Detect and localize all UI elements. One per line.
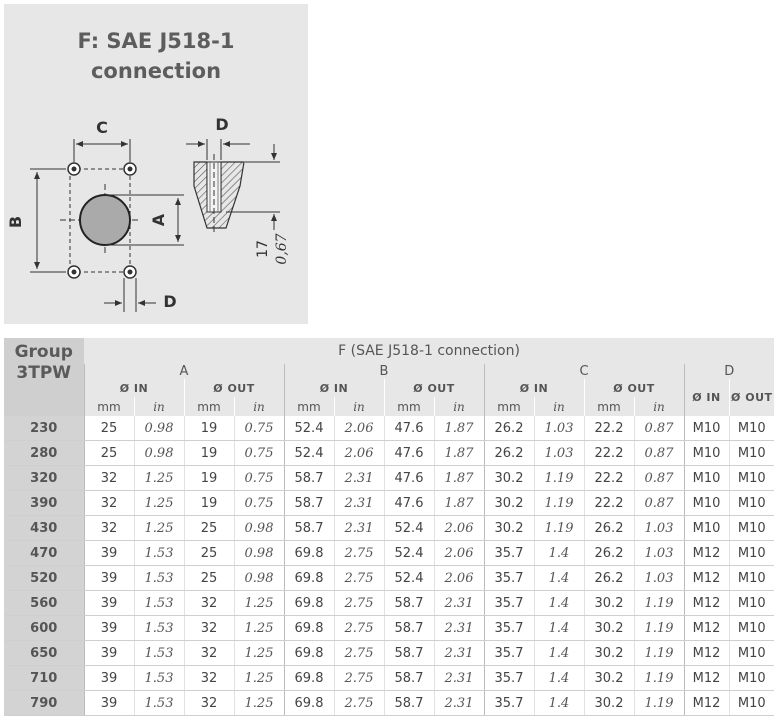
table-cell: 26.2 — [584, 516, 634, 541]
table-cell: 1.25 — [234, 641, 284, 666]
table-cell: 32 — [184, 616, 234, 641]
table-cell: 2.31 — [434, 591, 484, 616]
table-cell: 30.2 — [584, 616, 634, 641]
group-cell: 710 — [4, 666, 84, 691]
table-cell: 0.87 — [634, 491, 684, 516]
unit-in: in — [234, 397, 284, 416]
table-cell: 0.75 — [234, 466, 284, 491]
unit-mm: mm — [584, 397, 634, 416]
table-cell: 52.4 — [284, 416, 334, 441]
table-cell: 0.87 — [634, 416, 684, 441]
c-in-header: Ø IN — [484, 379, 584, 397]
table-cell: 1.03 — [634, 541, 684, 566]
label-d-bottom: D — [163, 292, 177, 311]
table-cell: 69.8 — [284, 541, 334, 566]
table-cell: 30.2 — [484, 466, 534, 491]
table-cell: 1.87 — [434, 416, 484, 441]
table-cell: M10 — [729, 591, 774, 616]
table-cell: 1.53 — [134, 616, 184, 641]
table-cell: 1.19 — [534, 516, 584, 541]
table-cell: 1.53 — [134, 591, 184, 616]
table-row — [4, 441, 774, 466]
table-cell: 69.8 — [284, 591, 334, 616]
group-cell: 320 — [4, 466, 84, 491]
table-cell: 1.53 — [134, 691, 184, 716]
table-cell: 32 — [184, 591, 234, 616]
d-out-header: Ø OUT — [729, 379, 774, 416]
table-cell: M12 — [684, 691, 729, 716]
table-cell: 52.4 — [384, 566, 434, 591]
table-cell: M10 — [729, 566, 774, 591]
label-depth-in: 0,67 — [274, 233, 290, 265]
b-out-header: Ø OUT — [384, 379, 484, 397]
table-row — [4, 516, 774, 541]
connection-drawing-panel — [4, 4, 308, 324]
table-cell: M10 — [684, 491, 729, 516]
table-cell: 26.2 — [484, 416, 534, 441]
table-cell: 2.06 — [434, 516, 484, 541]
table-cell: 19 — [184, 416, 234, 441]
table-cell: 58.7 — [384, 691, 434, 716]
table-cell: 1.4 — [534, 616, 584, 641]
table-cell: 32 — [184, 641, 234, 666]
table-cell: 1.03 — [534, 416, 584, 441]
section-header-a: A — [84, 364, 284, 379]
table-cell: 2.31 — [434, 666, 484, 691]
table-cell: 1.53 — [134, 666, 184, 691]
table-cell: 22.2 — [584, 491, 634, 516]
table-row — [4, 641, 774, 666]
table-cell: 35.7 — [484, 691, 534, 716]
table-cell: 26.2 — [584, 541, 634, 566]
table-cell: 1.19 — [634, 591, 684, 616]
table-cell: 35.7 — [484, 566, 534, 591]
table-cell: 1.25 — [134, 491, 184, 516]
unit-mm: mm — [184, 397, 234, 416]
table-cell: 69.8 — [284, 566, 334, 591]
table-cell: 0.98 — [234, 541, 284, 566]
label-depth-mm: 17 — [255, 240, 271, 258]
table-cell: 2.06 — [334, 441, 384, 466]
table-cell: 58.7 — [384, 641, 434, 666]
table-cell: 39 — [84, 666, 134, 691]
table-cell: 2.75 — [334, 566, 384, 591]
table-cell: M10 — [684, 516, 729, 541]
table-cell: 30.2 — [584, 641, 634, 666]
table-cell: 30.2 — [584, 666, 634, 691]
table-cell: 1.19 — [634, 641, 684, 666]
d-in-header: Ø IN — [684, 379, 729, 416]
table-cell: 19 — [184, 491, 234, 516]
unit-mm: mm — [284, 397, 334, 416]
label-a: A — [149, 213, 168, 227]
table-cell: 47.6 — [384, 491, 434, 516]
table-cell: 58.7 — [384, 591, 434, 616]
table-cell: M12 — [684, 616, 729, 641]
table-cell: 39 — [84, 541, 134, 566]
unit-mm: mm — [84, 397, 134, 416]
table-cell: 0.87 — [634, 466, 684, 491]
table-cell: 2.31 — [434, 641, 484, 666]
table-cell: 1.25 — [234, 591, 284, 616]
table-cell: M12 — [684, 641, 729, 666]
section-header-b: B — [284, 364, 484, 379]
table-cell: M10 — [684, 416, 729, 441]
table-cell: 39 — [84, 691, 134, 716]
table-row — [4, 466, 774, 491]
table-cell: 1.19 — [534, 466, 584, 491]
table-cell: M10 — [729, 616, 774, 641]
table-cell: 1.53 — [134, 566, 184, 591]
table-cell: 47.6 — [384, 416, 434, 441]
group-cell: 390 — [4, 491, 84, 516]
table-cell: 2.31 — [334, 466, 384, 491]
table-cell: 0.75 — [234, 416, 284, 441]
table-cell: 47.6 — [384, 466, 434, 491]
table-cell: 2.75 — [334, 541, 384, 566]
table-cell: 52.4 — [284, 441, 334, 466]
group-cell: 470 — [4, 541, 84, 566]
table-row — [4, 566, 774, 591]
table-body — [4, 416, 774, 716]
table-cell: 39 — [84, 616, 134, 641]
label-b: B — [6, 215, 25, 229]
unit-in: in — [434, 397, 484, 416]
table-row — [4, 416, 774, 441]
table-cell: 2.75 — [334, 666, 384, 691]
unit-in: in — [534, 397, 584, 416]
table-cell: 1.4 — [534, 691, 584, 716]
table-cell: 0.75 — [234, 441, 284, 466]
flange-section-view — [194, 154, 244, 234]
a-in-header: Ø IN — [84, 379, 184, 397]
group-cell: 560 — [4, 591, 84, 616]
group-cell: 280 — [4, 441, 84, 466]
section-header-c: C — [484, 364, 684, 379]
table-cell: 2.75 — [334, 641, 384, 666]
table-cell: 2.75 — [334, 691, 384, 716]
flange-technical-drawing — [4, 4, 308, 324]
table-cell: 32 — [184, 666, 234, 691]
group-cell: 790 — [4, 691, 84, 716]
table-cell: 1.19 — [534, 491, 584, 516]
table-cell: 30.2 — [584, 691, 634, 716]
table-cell: 22.2 — [584, 441, 634, 466]
table-cell: 69.8 — [284, 666, 334, 691]
table-cell: 69.8 — [284, 691, 334, 716]
table-row — [4, 591, 774, 616]
table-row — [4, 541, 774, 566]
table-cell: 1.53 — [134, 541, 184, 566]
table-cell: M12 — [684, 566, 729, 591]
table-cell: 2.31 — [434, 691, 484, 716]
table-cell: 58.7 — [284, 466, 334, 491]
table-cell: 2.06 — [434, 541, 484, 566]
group-cell: 520 — [4, 566, 84, 591]
table-cell: 30.2 — [484, 516, 534, 541]
table-cell: M10 — [729, 691, 774, 716]
table-cell: M12 — [684, 666, 729, 691]
table-cell: 22.2 — [584, 416, 634, 441]
drawing-title-line2: connection — [90, 59, 222, 83]
table-cell: M10 — [729, 416, 774, 441]
b-in-header: Ø IN — [284, 379, 384, 397]
table-cell: M12 — [684, 541, 729, 566]
table-cell: 1.87 — [434, 441, 484, 466]
table-cell: 0.87 — [634, 441, 684, 466]
table-cell: M10 — [729, 641, 774, 666]
table-cell: M10 — [729, 491, 774, 516]
table-cell: 1.19 — [634, 691, 684, 716]
group-column-header: Group 3TPW — [4, 338, 84, 416]
table-cell: M10 — [729, 541, 774, 566]
table-cell: M10 — [729, 441, 774, 466]
table-cell: 1.4 — [534, 566, 584, 591]
table-cell: 0.98 — [234, 566, 284, 591]
port-circle — [80, 195, 130, 245]
unit-in: in — [134, 397, 184, 416]
table-cell: 52.4 — [384, 541, 434, 566]
table-cell: 35.7 — [484, 641, 534, 666]
table-cell: 69.8 — [284, 641, 334, 666]
table-cell: 52.4 — [384, 516, 434, 541]
table-cell: 47.6 — [384, 441, 434, 466]
table-cell: 1.03 — [634, 516, 684, 541]
table-cell: 58.7 — [284, 516, 334, 541]
table-cell: 2.31 — [434, 616, 484, 641]
table-cell: 1.4 — [534, 541, 584, 566]
table-cell: 32 — [84, 466, 134, 491]
table-cell: 0.98 — [134, 441, 184, 466]
table-cell: 35.7 — [484, 666, 534, 691]
unit-mm: mm — [384, 397, 434, 416]
table-cell: 1.03 — [534, 441, 584, 466]
table-cell: 1.53 — [134, 641, 184, 666]
f-connection-header: F (SAE J518-1 connection) — [84, 338, 774, 364]
table-cell: 1.19 — [634, 616, 684, 641]
table-row — [4, 691, 774, 716]
table-cell: M10 — [684, 466, 729, 491]
table-cell: 1.25 — [234, 666, 284, 691]
table-cell: 25 — [184, 566, 234, 591]
table-cell: 58.7 — [384, 666, 434, 691]
table-cell: 25 — [84, 441, 134, 466]
section-header-d: D — [684, 364, 774, 379]
table-cell: 2.31 — [334, 516, 384, 541]
table-cell: 26.2 — [484, 441, 534, 466]
table-cell: M10 — [729, 466, 774, 491]
group-cell: 600 — [4, 616, 84, 641]
table-cell: 2.06 — [334, 416, 384, 441]
table-cell: 58.7 — [384, 616, 434, 641]
table-cell: 25 — [184, 541, 234, 566]
table-cell: 1.03 — [634, 566, 684, 591]
table-cell: 35.7 — [484, 541, 534, 566]
table-cell: 0.98 — [234, 516, 284, 541]
table-cell: 69.8 — [284, 616, 334, 641]
group-cell: 230 — [4, 416, 84, 441]
group-cell: 650 — [4, 641, 84, 666]
table-cell: 1.25 — [234, 616, 284, 641]
table-cell: 2.75 — [334, 616, 384, 641]
dimensions-table — [4, 338, 774, 716]
table-cell: 32 — [184, 691, 234, 716]
table-row — [4, 491, 774, 516]
table-row — [4, 616, 774, 641]
table-cell: 1.4 — [534, 641, 584, 666]
table-cell: 1.25 — [134, 466, 184, 491]
table-cell: 1.87 — [434, 466, 484, 491]
table-cell: 25 — [84, 416, 134, 441]
table-cell: 1.19 — [634, 666, 684, 691]
table-cell: 58.7 — [284, 491, 334, 516]
table-cell: 1.25 — [234, 691, 284, 716]
table-cell: M10 — [729, 666, 774, 691]
table-cell: 26.2 — [584, 566, 634, 591]
table-cell: 1.4 — [534, 666, 584, 691]
table-cell: 39 — [84, 566, 134, 591]
table-cell: 35.7 — [484, 616, 534, 641]
table-cell: 32 — [84, 491, 134, 516]
table-cell: 39 — [84, 591, 134, 616]
table-cell: 19 — [184, 466, 234, 491]
unit-mm: mm — [484, 397, 534, 416]
table-cell: 39 — [84, 641, 134, 666]
label-c: C — [96, 118, 108, 137]
table-cell: 25 — [184, 516, 234, 541]
table-cell: 32 — [84, 516, 134, 541]
table-cell: 30.2 — [584, 591, 634, 616]
table-cell: 2.06 — [434, 566, 484, 591]
table-row — [4, 666, 774, 691]
table-cell: 22.2 — [584, 466, 634, 491]
table-cell: 1.25 — [134, 516, 184, 541]
c-out-header: Ø OUT — [584, 379, 684, 397]
table-cell: 30.2 — [484, 491, 534, 516]
table-cell: 0.75 — [234, 491, 284, 516]
table-cell: M10 — [684, 441, 729, 466]
unit-in: in — [334, 397, 384, 416]
table-cell: M10 — [729, 516, 774, 541]
table-cell: M12 — [684, 591, 729, 616]
table-cell: 2.31 — [334, 491, 384, 516]
drawing-title-line1: F: SAE J518-1 — [77, 29, 235, 53]
group-cell: 430 — [4, 516, 84, 541]
label-d-top: D — [215, 115, 229, 134]
unit-in: in — [634, 397, 684, 416]
table-cell: 1.87 — [434, 491, 484, 516]
table-cell: 0.98 — [134, 416, 184, 441]
a-out-header: Ø OUT — [184, 379, 284, 397]
table-cell: 19 — [184, 441, 234, 466]
table-cell: 2.75 — [334, 591, 384, 616]
flange-front-view — [60, 163, 140, 278]
table-cell: 1.4 — [534, 591, 584, 616]
table-cell: 35.7 — [484, 591, 534, 616]
